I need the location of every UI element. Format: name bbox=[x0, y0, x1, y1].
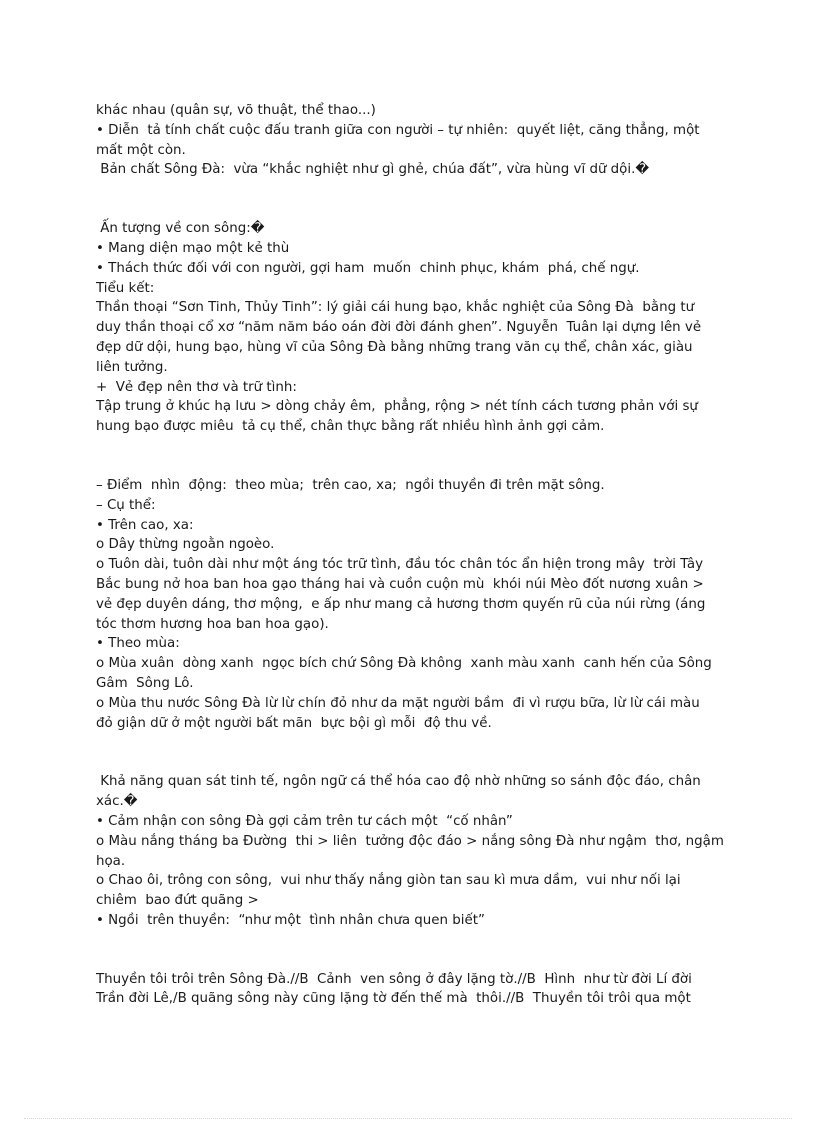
text-line: • Cảm nhận con sông Đà gợi cảm trên tư cách một “cố nhân” bbox=[96, 813, 513, 829]
text-line: Thuyền tôi trôi trên Sông Đà.//B Cảnh ven sông ở đây lặng tờ.//B Hình như từ đời Lí đời bbox=[96, 971, 692, 987]
page-bottom-divider bbox=[24, 1118, 792, 1119]
text-line: • Theo mùa: bbox=[96, 636, 180, 652]
text-line: họa. bbox=[96, 853, 126, 869]
text-line: vẻ đẹp duyên dáng, thơ mộng, e ấp như mang cả hương thơm quyến rũ của núi rừng (áng bbox=[96, 596, 706, 612]
text-line: • Diễn tả tính chất cuộc đấu tranh giữa con người – tự nhiên: quyết liệt, căng thẳng, một bbox=[96, 122, 700, 138]
text-line: • Mang diện mạo một kẻ thù bbox=[96, 240, 290, 256]
text-line: Tiểu kết: bbox=[96, 280, 155, 296]
text-line: đỏ giận dữ ở một người bất mãn bực bội gì mỗi độ thu về. bbox=[96, 715, 492, 731]
section-1 bbox=[96, 101, 722, 180]
text-line: Bắc bung nở hoa ban hoa gạo tháng hai và cuồn cuộn mù khói núi Mèo đốt nương xuân > bbox=[96, 576, 704, 592]
section-4 bbox=[96, 772, 722, 930]
text-line: duy thần thoại cổ xơ “năm năm báo oán đời đời đánh ghen”. Nguyễn Tuân lại dựng lên vẻ bbox=[96, 320, 702, 336]
paragraph-gap bbox=[96, 733, 722, 772]
text-line: đẹp dữ dội, hung bạo, hùng vĩ của Sông Đà bằng những trang văn cụ thể, chân xác, giàu bbox=[96, 339, 693, 355]
section-5 bbox=[96, 970, 722, 1010]
document-body bbox=[96, 101, 722, 1009]
text-line: Trần đời Lê,/B quãng sông này cũng lặng tờ đến thế mà thôi.//B Thuyền tôi trôi qua một bbox=[96, 991, 691, 1007]
text-line: o Mùa thu nước Sông Đà lừ lừ chín đỏ như da mặt người bầm đi vì rượu bữa, lừ lừ cái màu bbox=[96, 695, 700, 711]
text-line: mất một còn. bbox=[96, 142, 186, 158]
text-line: • Ngồi trên thuyền: “như một tình nhân chưa quen biết” bbox=[96, 912, 485, 928]
text-line: o Màu nắng tháng ba Đường thi > liên tưởng độc đáo > nắng sông Đà như ngậm thơ, ngậm bbox=[96, 833, 724, 849]
text-line: Ấn tượng về con sông:� bbox=[96, 221, 265, 237]
paragraph-gap bbox=[96, 437, 722, 476]
text-line: – Cụ thể: bbox=[96, 497, 156, 513]
text-line: • Trên cao, xa: bbox=[96, 517, 194, 533]
text-line: Tập trung ở khúc hạ lưu > dòng chảy êm, phẳng, rộng > nét tính cách tương phản với sự bbox=[96, 399, 698, 415]
section-3 bbox=[96, 476, 722, 733]
paragraph-gap bbox=[96, 931, 722, 970]
text-line: khác nhau (quân sự, võ thuật, thể thao...) bbox=[96, 103, 376, 118]
text-line: liên tưởng. bbox=[96, 359, 168, 375]
text-line: Gâm Sông Lô. bbox=[96, 675, 194, 691]
section-2 bbox=[96, 219, 722, 437]
text-line: o Dây thừng ngoằn ngoèo. bbox=[96, 537, 275, 553]
text-line: xác.� bbox=[96, 794, 138, 810]
text-line: + Vẻ đẹp nên thơ và trữ tình: bbox=[96, 379, 297, 395]
text-line: o Chao ôi, trông con sông, vui như thấy nắng giòn tan sau kì mưa dầm, vui như nối lại bbox=[96, 873, 681, 889]
paragraph-gap bbox=[96, 180, 722, 219]
text-line: Bản chất Sông Đà: vừa “khắc nghiệt như gì ghẻ, chúa đất”, vừa hùng vĩ dữ dội.� bbox=[96, 162, 650, 178]
text-line: o Tuôn dài, tuôn dài như một áng tóc trữ tình, đầu tóc chân tóc ẩn hiện trong mây trời Tây bbox=[96, 557, 704, 573]
text-line: • Thách thức đối với con người, gợi ham muốn chinh phục, khám phá, chế ngự. bbox=[96, 260, 640, 276]
text-line: hung bạo được miêu tả cụ thể, chân thực bằng rất nhiều hình ảnh gợi cảm. bbox=[96, 419, 605, 435]
text-line: o Mùa xuân dòng xanh ngọc bích chứ Sông Đà không xanh màu xanh canh hến của Sông bbox=[96, 656, 712, 672]
text-line: Thần thoại “Sơn Tinh, Thủy Tinh”: lý giải cái hung bạo, khắc nghiệt của Sông Đà bằng tư bbox=[96, 300, 695, 316]
text-line: Khả năng quan sát tinh tế, ngôn ngữ cá thể hóa cao độ nhờ những so sánh độc đáo, chân bbox=[96, 774, 701, 790]
text-line: – Điểm nhìn động: theo mùa; trên cao, xa; ngồi thuyền đi trên mặt sông. bbox=[96, 477, 605, 493]
text-line: tóc thơm hương hoa ban hoa gạo). bbox=[96, 616, 329, 632]
text-line: chiêm bao đứt quãng > bbox=[96, 893, 259, 909]
